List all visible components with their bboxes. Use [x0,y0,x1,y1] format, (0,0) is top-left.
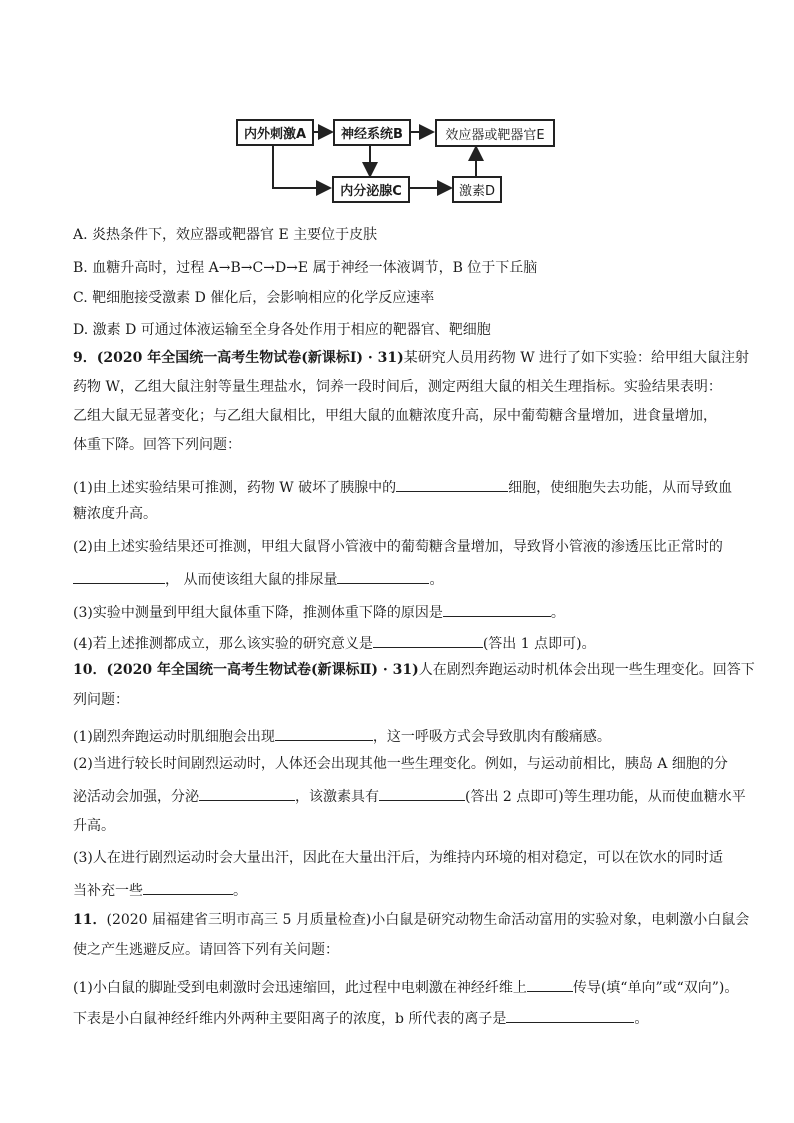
q10-p3-blank[interactable] [143,878,233,895]
q11-stem-line1 [73,910,749,930]
q9-p2-blank1[interactable] [73,567,165,584]
flow-diagram [0,0,794,220]
q9-stem-text: 某研究人员用药物 W 进行了如下实验：给甲组大鼠注射 [403,350,750,366]
q10-p1-blank[interactable] [275,724,373,741]
q9-stem-line3: 乙组大鼠无显著变化；与乙组大鼠相比，甲组大鼠的血糖浓度升高，尿中葡萄糖含量增加，进食量增加， [73,408,717,424]
q11-source: (2020 届福建省三明市高三 5 月质量检查) [106,912,372,928]
q10-stem-text: 人在剧烈奔跑运动时机体会出现一些生理变化。回答下 [418,662,755,678]
q9-p1-text-b: 细胞，使细胞失去功能，从而导致血 [508,480,733,496]
q10-p2-blank1[interactable] [199,784,295,801]
q9-p2-text-c: 。 [429,572,444,588]
q10-number: 10． [73,662,107,678]
q9-p4-text-a: (4)若上述推测都成立，那么该实验的研究意义是 [73,636,373,652]
q9-p3-text-b: 。 [550,605,565,621]
q11-p1-text-b: 传导(填“单向”或“双向”)。 [572,980,739,996]
q11-stem-line2: 使之产生逃避反应。请回答下列有关问题： [73,942,339,958]
box-hormone-d: 激素D [452,176,502,203]
q10-stem-line1 [73,660,755,680]
q10-stem-line2: 列问题： [73,692,129,708]
q9-part1 [73,475,732,498]
q10-p2-text-c: ，该激素具有 [295,789,379,805]
q10-p2-text-b: 泌活动会加强，分泌 [73,789,199,805]
q9-number: 9． [73,350,97,366]
q10-p1-text-a: (1)剧烈奔跑运动时肌细胞会出现 [73,729,275,745]
q9-stem-line4: 体重下降。回答下列问题： [73,437,241,453]
box-stimulus-a: 内外刺激A [236,119,314,146]
q10-part3: (3)人在进行剧烈运动时会大量出汗，因此在大量出汗后，为维持内环境的相对稳定，可以在饮水的同时适 [73,850,723,866]
q9-part3 [73,600,565,623]
q11-p1-text-c: 下表是小白鼠神经纤维内外两种主要阳离子的浓度，b 所代表的离子是 [73,1011,507,1027]
q9-p4-text-b: (答出 1 点即可)。 [482,636,596,652]
q11-part1-cont [73,1006,648,1029]
q9-part2-cont [73,567,443,590]
q10-p1-text-b: ，这一呼吸方式会导致肌肉有酸痛感。 [372,729,611,745]
arrow-a-c [273,146,330,188]
q9-part2: (2)由上述实验结果还可推测，甲组大鼠肾小管液中的葡萄糖含量增加，导致肾小管液的渗透压比正常时的 [73,539,723,555]
box-endocrine-c: 内分泌腺C [332,176,410,203]
q11-number: 11． [73,912,107,928]
q10-source: (2020 年全国统一高考生物试卷(新课标Ⅱ) · 31) [106,662,419,678]
q10-part3-cont [73,878,247,901]
option-d: D. 激素 D 可通过体液运输至全身各处作用于相应的靶器官、靶细胞 [73,322,491,338]
q9-p1-blank[interactable] [396,475,508,492]
q9-source: (2020 年全国统一高考生物试卷(新课标Ⅰ) · 31) [96,350,404,366]
q10-p2-text-d: (答出 2 点即可)等生理功能，从而使血糖水平 [465,789,746,805]
q10-p3-text-c: 。 [233,883,247,899]
q9-p2-blank2[interactable] [337,567,429,584]
box-nervous-system-b: 神经系统B [333,119,411,146]
q10-p3-text-b: 当补充一些 [73,883,143,899]
q9-part1-cont: 糖浓度升高。 [73,506,157,522]
q11-stem-text: 小白鼠是研究动物生命活动富用的实验对象，电刺激小白鼠会 [371,912,750,928]
option-a: A. 炎热条件下，效应器或靶器官 E 主要位于皮肤 [73,227,378,243]
q9-stem-line1 [73,348,749,368]
q9-stem-line2: 药物 W，乙组大鼠注射等量生理盐水，饲养一段时间后，测定两组大鼠的相关生理指标。实验结果表明： [73,379,722,395]
q10-part2-end: 升高。 [73,818,115,834]
q9-p1-text-a: (1)由上述实验结果可推测，药物 W 破坏了胰腺中的 [73,480,397,496]
q9-p3-blank[interactable] [443,600,551,617]
q10-part1 [73,724,611,747]
option-c: C. 靶细胞接受激素 D 催化后，会影响相应的化学反应速率 [73,290,435,306]
q9-p2-text-b: ， 从而使该组大鼠的排尿量 [165,572,338,588]
q9-part4 [73,631,596,654]
q11-part1 [73,975,738,998]
q9-p3-text-a: (3)实验中测量到甲组大鼠体重下降，推测体重下降的原因是 [73,605,443,621]
q11-p1-blank2[interactable] [506,1006,634,1023]
box-effector-e: 效应器或靶器官E [435,119,555,147]
option-b: B. 血糖升高时，过程 A→B→C→D→E 属于神经一体液调节，B 位于下丘脑 [73,260,538,276]
q10-part2-cont [73,784,746,807]
q11-p1-text-a: (1)小白鼠的脚趾受到电刺激时会迅速缩回，此过程中电刺激在神经纤维上 [73,980,527,996]
q11-p1-text-d: 。 [634,1011,649,1027]
q10-p2-blank2[interactable] [379,784,465,801]
q10-part2: (2)当进行较长时间剧烈运动时，人体还会出现其他一些生理变化。例如，与运动前相比，胰岛 A 细胞的分 [73,756,728,772]
q11-p1-blank1[interactable] [527,975,573,992]
q9-p4-blank[interactable] [373,631,483,648]
